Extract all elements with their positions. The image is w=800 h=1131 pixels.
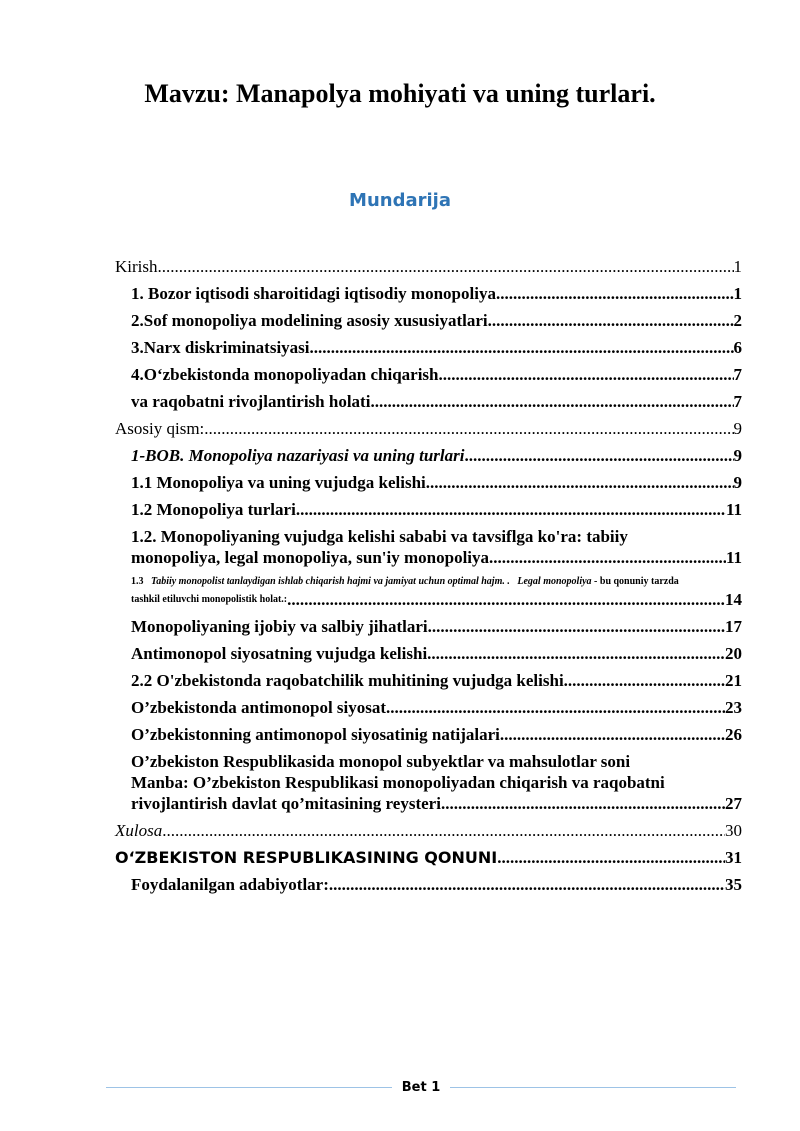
footer-rule-right: [450, 1087, 736, 1088]
toc-leader-dots: [441, 793, 725, 814]
toc-page-number: 17: [725, 617, 742, 636]
toc-entry-text: 4.O‘zbekistonda monopoliyadan chiqarish: [131, 365, 439, 384]
toc-entry-text: O’zbekistonda antimonopol siyosat: [131, 698, 387, 717]
toc-leader-dots: [464, 445, 733, 466]
toc-entry-text: Asosiy qism:: [115, 419, 205, 438]
toc-leader-dots: [497, 847, 725, 868]
toc-entry[interactable]: [115, 643, 742, 664]
toc-entry-text: O‘ZBEKISTON RESPUBLIKASINING QONUNI: [115, 848, 498, 867]
toc-page-number: 1: [733, 284, 742, 303]
toc-entry-text: 1.2. Monopoliyaning vujudga kelishi sababi va tavsiflga ko'ra: tabiiy: [131, 527, 628, 546]
toc-entry[interactable]: [115, 391, 742, 412]
toc-page-number: 23: [725, 698, 742, 717]
toc-page-number: 7: [733, 365, 742, 384]
toc-leader-dots: [428, 616, 725, 637]
toc-entry[interactable]: [115, 574, 742, 610]
toc-page-number: 2: [733, 311, 742, 330]
toc-entry-text: 1.1 Monopoliya va uning vujudga kelishi: [131, 473, 426, 492]
toc-entry-text: Antimonopol siyosatning vujudga kelishi: [131, 644, 428, 663]
toc-entry-text: 3.Narx diskriminatsiyasi: [131, 338, 310, 357]
toc-leader-dots: [496, 283, 734, 304]
toc-entry-text: 1. Bozor iqtisodi sharoitidagi iqtisodiy monopoliya: [131, 284, 496, 303]
toc-entry[interactable]: [115, 283, 742, 304]
toc-entry-text: va raqobatni rivojlantirish holati: [131, 392, 371, 411]
toc-page-number: 14: [725, 590, 742, 609]
toc-entry[interactable]: [115, 364, 742, 385]
toc-entry-text: 2.2 O'zbekistonda raqobatchilik muhitining vujudga kelishi.: [131, 671, 568, 690]
toc-leader-dots: [329, 874, 725, 895]
toc-entry-asosiy-qism[interactable]: [115, 418, 742, 439]
toc-page-number: 1: [733, 257, 742, 276]
toc-leader-dots: [386, 697, 725, 718]
toc-entry[interactable]: [115, 697, 742, 718]
toc-page-number: 27: [725, 794, 742, 813]
toc-leader-dots: [370, 391, 733, 412]
toc-leader-dots: [427, 643, 725, 664]
toc-entry-text: Manba: O’zbekiston Respublikasi monopoliyadan chiqarish va raqobatni: [131, 773, 665, 792]
toc-entry[interactable]: [115, 499, 742, 520]
toc-entry[interactable]: [115, 751, 742, 814]
toc-page-number: 9: [733, 419, 742, 438]
toc-entry[interactable]: [115, 337, 742, 358]
toc-leader-dots: [488, 310, 734, 331]
toc-page-number: 31: [725, 848, 742, 867]
toc-entry-text: Legal monopoliya: [517, 576, 592, 587]
toc-entry-text: rivojlantirish davlat qo’mitasining reysteri: [131, 794, 441, 813]
toc-page-number: 11: [725, 548, 742, 567]
page-number-label: Bet 1: [401, 1079, 441, 1095]
page-title: Mavzu: Manapolya mohiyati va uning turlari.: [144, 79, 656, 108]
toc-entry[interactable]: [115, 526, 742, 568]
toc-page-number: 26: [725, 725, 742, 744]
toc-leader-dots: [426, 472, 734, 493]
toc-page-number: 21: [725, 671, 742, 690]
toc-entry-text: Foydalanilgan adabiyotlar:: [131, 875, 329, 894]
toc-entry[interactable]: [115, 847, 742, 868]
toc-entry-text: Kirish: [115, 257, 158, 276]
toc-page-number: 9: [733, 473, 742, 492]
toc-entry-number: 1.3: [131, 576, 144, 587]
toc-page-number: 9: [733, 446, 742, 465]
toc-entry-kirish[interactable]: [115, 256, 742, 277]
toc-heading: Mundarija: [349, 190, 451, 211]
toc-entry[interactable]: [115, 310, 742, 331]
toc-page-number: 11: [725, 500, 742, 519]
toc-entry-text: Tabiiy monopolist tanlaydigan ishlab chiqarish hajmi va jamiyat uchun optimal hajm. .: [151, 576, 510, 587]
toc-entry-text: O’zbekistonning antimonopol siyosatinig natijalari: [131, 725, 500, 744]
toc-entry-text: 2.Sof monopoliya modelining asosiy xususiyatlari: [131, 311, 488, 330]
footer-rule-left: [106, 1087, 392, 1088]
toc-entry-text: - bu qonuniy tarzda: [594, 576, 679, 587]
page-footer: [106, 1077, 736, 1097]
toc-entry-text: 1.2 Monopoliya turlari: [131, 500, 296, 519]
toc-leader-dots: [162, 820, 725, 841]
toc-leader-dots: [158, 256, 734, 277]
toc-leader-dots: [310, 337, 734, 358]
toc-entry-text: O’zbekiston Respublikasida monopol subyektlar va mahsulotlar soni: [131, 752, 631, 771]
toc-entry[interactable]: [115, 670, 742, 691]
toc-page-number: 7: [733, 392, 742, 411]
toc-leader-dots: [568, 670, 725, 691]
toc-entry[interactable]: [115, 616, 742, 637]
toc-leader-dots: [439, 364, 734, 385]
toc-leader-dots: [489, 547, 726, 568]
toc-page-number: 20: [725, 644, 742, 663]
toc-entry[interactable]: [115, 445, 742, 466]
toc-leader-dots: [204, 418, 733, 439]
toc-entry[interactable]: [115, 724, 742, 745]
toc-entry-text: tashkil etiluvchi monopolistik holat.:: [131, 594, 288, 605]
table-of-contents: [115, 256, 742, 901]
toc-entry-text: Xulosa: [115, 821, 163, 840]
toc-leader-dots: [296, 499, 726, 520]
toc-entry-text: Monopoliyaning ijobiy va salbiy jihatlari: [131, 617, 428, 636]
toc-entry[interactable]: [115, 472, 742, 493]
toc-leader-dots: [500, 724, 725, 745]
toc-leader-dots: [287, 590, 725, 610]
toc-page-number: 35: [725, 875, 742, 894]
toc-entry-text: monopoliya, legal monopoliya, sun'iy monopoliya: [131, 548, 490, 567]
toc-page-number: 6: [733, 338, 742, 357]
toc-page-number: 30: [725, 821, 742, 840]
toc-entry[interactable]: [115, 874, 742, 895]
toc-entry-text: 1-BOB. Monopoliya nazariyasi va uning turlari: [131, 446, 465, 465]
toc-entry-xulosa[interactable]: [115, 820, 742, 841]
